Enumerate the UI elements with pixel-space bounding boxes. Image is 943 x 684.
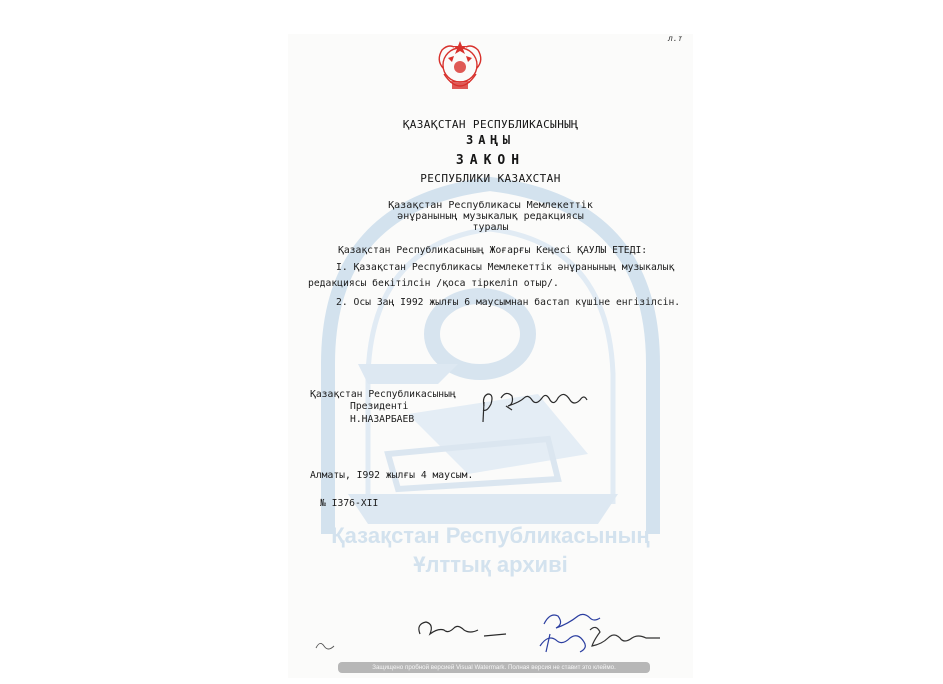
signatures-layer [288,34,693,678]
signatory-name: Н.НАЗАРБАЕВ [350,414,415,425]
watermark-line-2: Ұлттық архиві [413,552,568,577]
title-line: Қазақстан Республикасы Мемлекеттік [388,200,593,211]
header-ru-word: ЗАКОН [455,153,526,168]
signatory-line: Президенті [350,401,409,412]
signatory-line: Қазақстан Республикасының [310,389,456,400]
president-signature [483,393,587,422]
body-line: Қазақстан Республикасының Жоғарғы Кеңесі ҚАУЛЫ ЕТЕДІ: [338,245,648,256]
header-ru-line: РЕСПУБЛИКИ КАЗАХСТАН [420,172,561,185]
bottom-signatures [316,614,660,652]
body-line: 2. Осы Заң I992 жылғы 6 маусымнан бастап күшіне енгізілсін. [336,297,681,308]
body-line: редакциясы бекітілсін /қоса тіркеліп отыр/. [308,278,559,289]
page-number-mark: л.т [668,34,683,43]
title-line: әнұранының музыкалық редакциясы [397,211,584,222]
trial-watermark-notice: Защищено пробной версией Visual Watermark. Полная версия не ставит это клеймо. [338,662,650,673]
law-number: № I376-XII [320,498,379,509]
watermark-line-1: Қазақстан Республикасының [331,523,650,548]
title-line: туралы [472,222,509,233]
header-kz-word: ЗАҢЫ [466,133,515,147]
place-date: Алматы, I992 жылғы 4 маусым. [310,470,474,481]
body-line: I. Қазақстан Республикасы Мемлекеттік әнұранының музыкалық [336,262,675,273]
document-page [288,34,693,678]
header-kz-line: ҚАЗАҚСТАН РЕСПУБЛИКАСЫНЫҢ [402,118,579,131]
